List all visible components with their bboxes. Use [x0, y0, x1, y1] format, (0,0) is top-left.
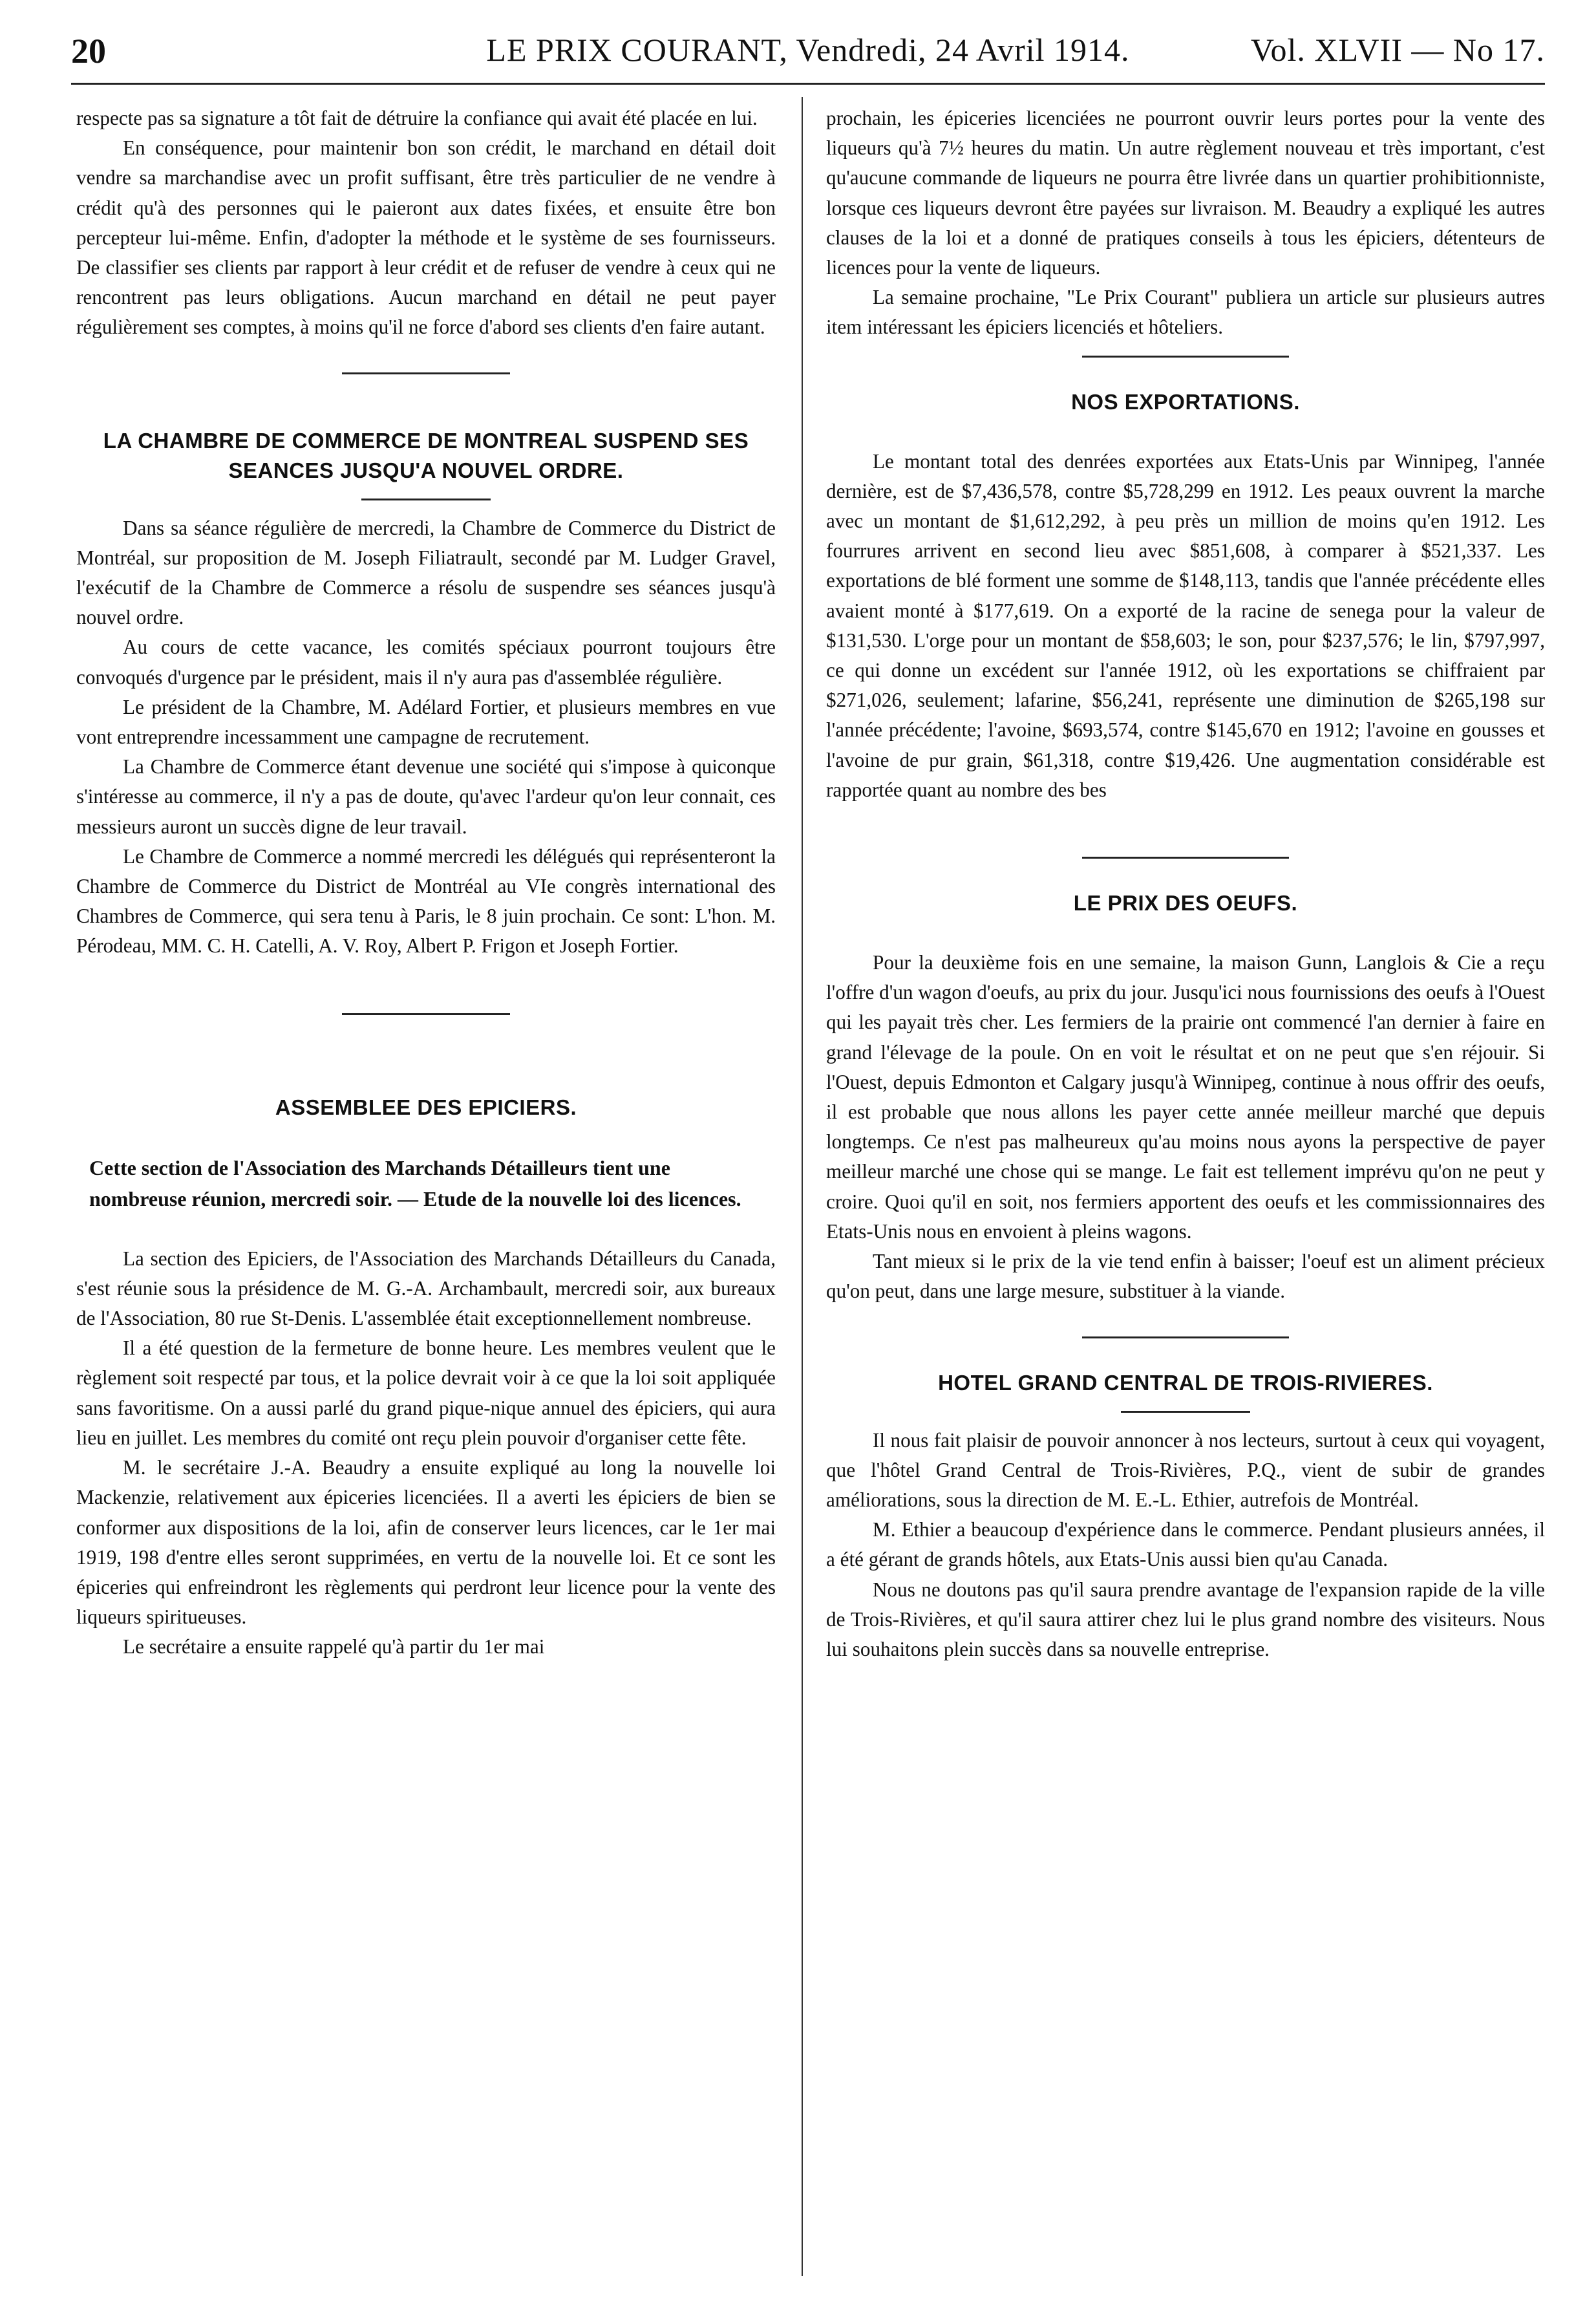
- chambre-paragraph: Le Chambre de Commerce a nommé mercredi les délégués qui représenteront la Chambre de Commerce du District de Montréal au VIe congrès international des Chambres de Commerce, qui sera tenu à Paris, le 8 juin prochain. Ce sont: L'hon. M. Pérodeau, MM. C. H. Catelli, A. V. Roy, Albert P. Frigon et Joseph Fortier.: [76, 844, 776, 958]
- chambre-headline: LA CHAMBRE DE COMMERCE DE MONTREAL SUSPEND SES SEANCES JUSQU'A NOUVEL ORDRE.: [103, 428, 749, 482]
- right-column: [826, 103, 1545, 1664]
- intro-paragraph: En conséquence, pour maintenir bon son crédit, le marchand en détail doit vendre sa marchandise avec un profit suffisant, être très particulier de ne vendre à crédit qu'à des personnes qui le paieront aux dates fixées, et ensuite être bon percepteur lui-même. Enfin, d'adopter la méthode et le système de ses fournisseurs. De classifier ses clients par rapport à leur crédit et de refuser de vendre à ceux qui ne rencontrent pas leurs obligations. Aucun marchand en détail ne peut payer régulièrement ses comptes, à moins qu'il ne force d'abord ses clients d'en faire autant.: [76, 136, 776, 339]
- publication-title: LE PRIX COURANT, Vendredi, 24 Avril 1914.: [486, 32, 1130, 68]
- column-divider: [802, 97, 803, 2276]
- left-column: [76, 103, 776, 1662]
- continuation-paragraph: La semaine prochaine, "Le Prix Courant" publiera un article sur plusieurs autres item intéressant les épiciers licenciés et hôteliers.: [826, 286, 1545, 339]
- hotel-paragraph: Il nous fait plaisir de pouvoir annoncer à nos lecteurs, surtout à ceux qui voyagent, que l'hôtel Grand Central de Trois-Rivières, P.Q., vient de subir de grandes améliorations, sous la direction de M. E.-L. Ethier, autrefois de Montréal.: [826, 1428, 1545, 1511]
- epiciers-paragraph: M. le secrétaire J.-A. Beaudry a ensuite expliqué au long la nouvelle loi Mackenzie, relativement aux épiceries licenciées. Il a averti les épiciers de bien se conformer aux dispositions de la loi, afin de conserver leurs licences, car le 1er mai 1919, 198 d'entre elles seront supprimées, en vertu de la nouvelle loi. Et ce sont les épiceries qui enfreindront les règlements qui perdront leur licence pour la vente des liqueurs spiritueuses.: [76, 1456, 776, 1629]
- chambre-paragraph: Le président de la Chambre, M. Adélard Fortier, et plusieurs membres en vue vont entreprendre incessamment une campagne de recrutement.: [76, 695, 776, 749]
- header-rule: [71, 83, 1545, 85]
- hotel-paragraph: M. Ethier a beaucoup d'expérience dans le commerce. Pendant plusieurs années, il a été gérant de grands hôtels, aux Etats-Unis aussi bien qu'au Canada.: [826, 1518, 1545, 1571]
- exportations-paragraph: Le montant total des denrées exportées aux Etats-Unis par Winnipeg, l'année dernière, est de $7,436,578, contre $5,728,299 en 1912. Les peaux ouvrent la marche avec un montant de $1,612,292, à peu près un million de moins qu'en 1912. Les fourrures arrivent en second lieu avec $851,608, à comparer à $521,337. Les exportations de blé forment une somme de $148,113, tandis que l'année précédente elles avaient monté à $177,619. On a exporté de la racine de senega pour la valeur de $131,530. L'orge pour un montant de $58,603; le son, pour $237,576; le lin, $797,997, ce qui donne un excédent sur l'année 1912, où les exportations se chiffraient par $271,026, seulement; lafarine, $56,241, représente une diminution de $265,198 sur l'année précédente; l'avoine, $693,574, contre $145,670 en 1912; l'avoine en gousses et l'avoine de pur grain, $61,318, contre $19,426. Une augmentation considérable est rapportée quant au nombre des bes: [826, 449, 1545, 801]
- epiciers-subhead: Cette section de l'Association des Marchands Détailleurs tient une nombreuse réunion, mercredi soir. — Etude de la nouvelle loi des licences.: [89, 1155, 741, 1210]
- chambre-paragraph: La Chambre de Commerce étant devenue une société qui s'impose à quiconque s'intéresse au commerce, il n'y a pas de doute, qu'avec l'ardeur qu'on leur connait, ces messieurs auront un succès digne de leur travail.: [76, 755, 776, 838]
- epiciers-headline: ASSEMBLEE DES EPICIERS.: [275, 1095, 577, 1119]
- oeufs-headline: LE PRIX DES OEUFS.: [1073, 891, 1298, 916]
- chambre-paragraph: Dans sa séance régulière de mercredi, la Chambre de Commerce du District de Montréal, sur proposition de M. Joseph Filiatrault, secondé par M. Ludger Gravel, l'exécutif de la Chambre de Commerce a résolu de suspendre ses séances jusqu'à nouvel ordre.: [76, 516, 776, 629]
- epiciers-paragraph: Il a été question de la fermeture de bonne heure. Les membres veulent que le règlement soit respecté par tous, et la police devrait voir à ce que la loi soit appliquée sans favoritisme. On a aussi parlé du grand pique-nique annuel des épiciers, qui aura lieu en juillet. Les membres du comité ont reçu plein pouvoir d'organiser cette fête.: [76, 1336, 776, 1449]
- page-number: 20: [71, 32, 106, 70]
- oeufs-paragraph: Tant mieux si le prix de la vie tend enfin à baisser; l'oeuf est un aliment précieux qu'on peut, dans une large mesure, substituer à la viande.: [826, 1250, 1545, 1303]
- volume-number: Vol. XLVII — No 17.: [1250, 32, 1545, 68]
- page-header: [71, 31, 1545, 76]
- oeufs-paragraph: Pour la deuxième fois en une semaine, la maison Gunn, Langlois & Cie a reçu l'offre d'un wagon d'oeufs, au prix du jour. Jusqu'ici nous fournissions des oeufs à l'Ouest qui les payait très cher. Les fermiers de la prairie ont commencé l'an dernier à faire en grand l'élevage de la poule. On en voit le résultat et on ne peut que s'en réjouir. Si l'Ouest, depuis Edmonton et Calgary jusqu'à Winnipeg, continue à nous offrir des oeufs, il est probable que nous allons les payer cette année meilleur marché que depuis longtemps. Ce n'est pas malheureux qu'au moins nous ayons la perspective de payer meilleur marché une chose qui se mange. Le fait est tellement imprévu qu'on ne peut y croire. Quoi qu'il en soit, nos fermiers apportent des oeufs et les commissionnaires des Etats-Unis nous en envoient à pleins wagons.: [826, 951, 1546, 1243]
- epiciers-paragraph: La section des Epiciers, de l'Association des Marchands Détailleurs du Canada, s'est réunie sous la présidence de M. G.-A. Archambault, mercredi soir, aux bureaux de l'Association, 80 rue St-Denis. L'assemblée était exceptionnellement nombreuse.: [76, 1247, 776, 1330]
- intro-paragraph: respecte pas sa signature a tôt fait de détruire la confiance qui avait été placée en lui.: [76, 107, 758, 129]
- hotel-paragraph: Nous ne doutons pas qu'il saura prendre avantage de l'expansion rapide de la ville de Trois-Rivières, et qu'il saura attirer chez lui le plus grand nombre des visiteurs. Nous lui souhaitons plein succès dans sa nouvelle entreprise.: [826, 1578, 1545, 1660]
- exportations-headline: NOS EXPORTATIONS.: [1071, 389, 1300, 414]
- continuation-paragraph: prochain, les épiceries licenciées ne pourront ouvrir leurs portes pour la vente des liqueurs qu'à 7½ heures du matin. Un autre règlement nouveau et très important, c'est qu'aucune commande de liqueurs ne pourra être livrée dans un quartier prohibitionniste, lorsque ces liqueurs devront être payées sur livraison. M. Beaudry a expliqué les autres clauses de la loi et a donné de pratiques conseils à tous les épiciers, détenteurs de licences pour la vente de liqueurs.: [826, 107, 1545, 279]
- chambre-paragraph: Au cours de cette vacance, les comités spéciaux pourront toujours être convoqués d'urgence par le président, mais il n'y aura pas d'assemblée régulière.: [76, 636, 776, 689]
- epiciers-paragraph: Le secrétaire a ensuite rappelé qu'à partir du 1er mai: [123, 1635, 545, 1658]
- hotel-headline: HOTEL GRAND CENTRAL DE TROIS-RIVIERES.: [938, 1370, 1433, 1395]
